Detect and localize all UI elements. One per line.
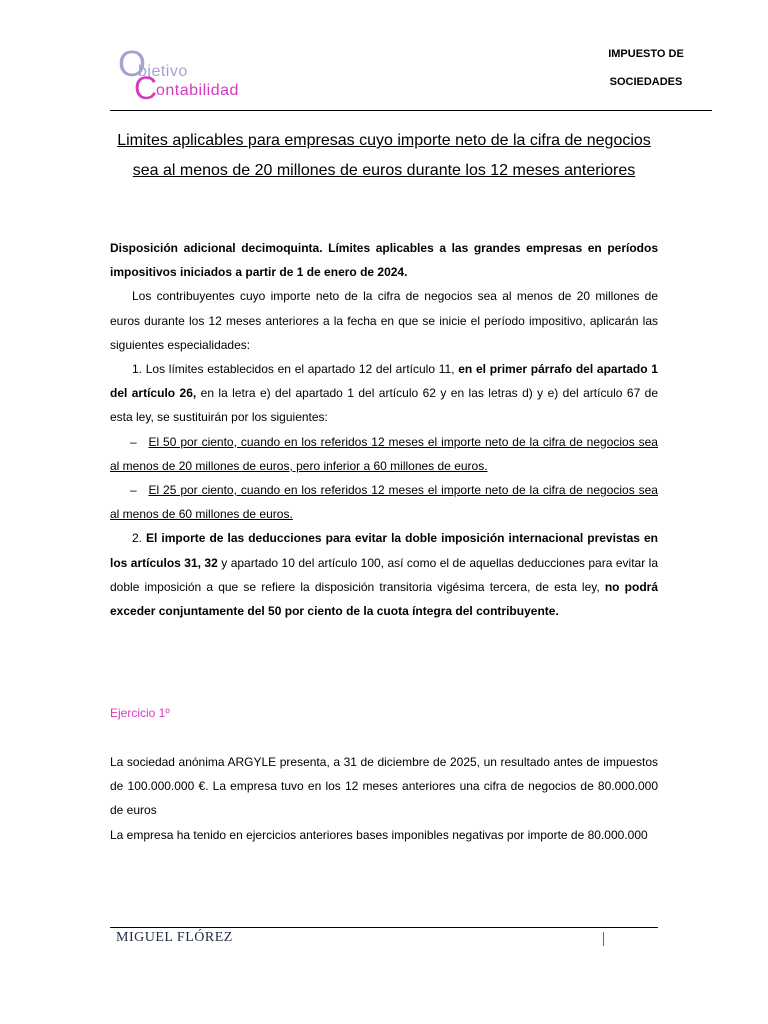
footer-divider: [110, 927, 658, 928]
header-divider: [110, 110, 712, 111]
deductions-number: 2.: [132, 531, 147, 546]
provision-heading: Disposición adicional decimoquinta. Límites aplicables a las grandes empresas en períodos impositivos iniciados a partir de 1 de enero de 2024.: [110, 241, 658, 280]
document-body: [110, 236, 658, 623]
document-title-line-1: Limites aplicables para empresas cuyo importe neto de la cifra de negocios: [117, 132, 651, 149]
exercise-paragraph-1: La sociedad anónima ARGYLE presenta, a 31 de diciembre de 2025, un resultado antes de impuestos de 100.000.000 €. La empresa tuvo en los 12 meses anteriores una cifra de negocios de 80.000.000 de euros: [110, 755, 658, 818]
exercise-heading: Ejercicio 1º: [110, 706, 170, 720]
bullet-25-percent: [110, 478, 658, 526]
limits-text-a: 1. Los límites establecidos en el apartado 12 del artículo 11,: [132, 362, 459, 377]
footer-author: MIGUEL FLÓREZ: [116, 930, 233, 945]
exercise-body: [110, 750, 658, 847]
footer-separator: [603, 932, 604, 946]
bullet-50-text: El 50 por ciento, cuando en los referidos 12 meses el importe neto de la cifra de negocios sea al menos de 20 millones de euros, pero inferior a 60 millones de euros.: [110, 434, 658, 473]
logo-initial-c: C: [134, 70, 158, 106]
deductions-text-bold-c: no podrá exceder conjuntamente del 50 por ciento de la cuota íntegra del contribuyente.: [110, 579, 658, 619]
logo-word-contabilidad: ontabilidad: [156, 82, 239, 99]
header-title: [586, 40, 706, 96]
document-title: [110, 126, 658, 186]
dash-marker: –: [130, 434, 137, 449]
deductions-text-b: y apartado 10 del artículo 100, así como el de aquellas deducciones para evitar la doble imposición a que se refiere la disposición transitoria vigésima tercera, de esta ley,: [110, 555, 658, 594]
bullet-50-percent: [110, 430, 658, 478]
exercise-paragraph-2: La empresa ha tenido en ejercicios anteriores bases imponibles negativas por importe de 80.000.000: [110, 827, 648, 842]
header-line-2: SOCIEDADES: [609, 76, 683, 88]
paragraph-deductions: [110, 526, 658, 623]
paragraph-contributors: Los contribuyentes cuyo importe neto de la cifra de negocios sea al menos de 20 millones de euros durante los 12 meses anteriores a la fecha en que se inicie el período impositivo, aplicarán las siguientes especialidades:: [110, 289, 658, 352]
document-title-line-2: sea al menos de 20 millones de euros durante los 12 meses anteriores: [132, 162, 636, 179]
logo: [118, 43, 268, 106]
logo-word-objetivo: bjetivo: [138, 63, 188, 80]
header-line-1: IMPUESTO DE: [608, 48, 684, 60]
dash-marker: –: [130, 483, 137, 498]
logo-initial-o: O: [118, 43, 147, 84]
limits-text-bold: en el primer párrafo del apartado 1 del artículo 26,: [110, 362, 658, 401]
limits-text-c: en la letra e) del apartado 1 del artículo 62 y en las letras d) y e) del artículo 67 de esta ley, se sustituirán por los siguientes:: [110, 386, 659, 425]
deductions-text-bold-a: El importe de las deducciones para evitar la doble imposición internacional previstas en los artículos 31, 32: [110, 531, 658, 570]
paragraph-limits: [110, 357, 658, 430]
bullet-25-text: El 25 por ciento, cuando en los referidos 12 meses el importe neto de la cifra de negocios sea al menos de 60 millones de euros.: [110, 483, 658, 522]
